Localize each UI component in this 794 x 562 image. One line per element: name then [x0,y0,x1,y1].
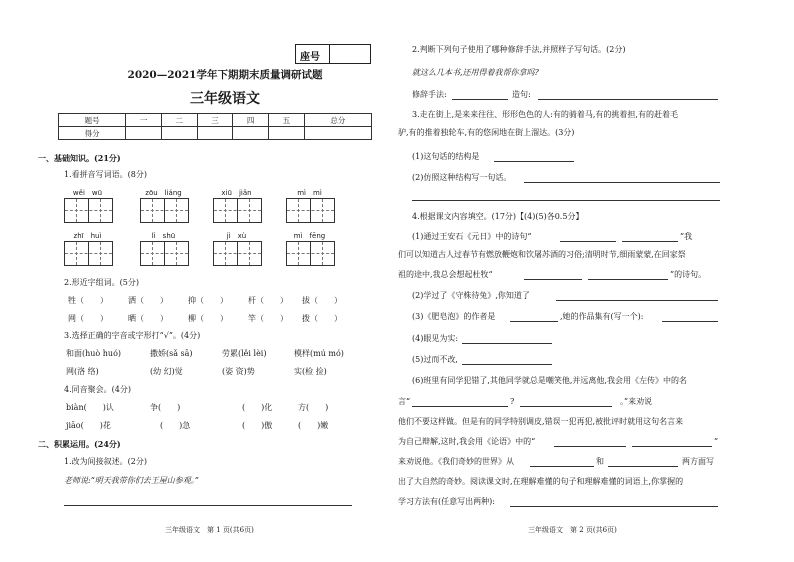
answer-line[interactable] [556,300,718,301]
question-text: (3)《肥皂泡》的作者是 [412,312,496,321]
question-text: ? [510,397,515,406]
answer-line[interactable] [510,506,718,507]
exam-subtitle: 三年级语文 [190,91,260,107]
answer-item[interactable]: (幼 幻)觉 [150,367,183,376]
answer-line[interactable] [412,406,508,407]
question-text: 祖的途中,我总会想起杜牧“ [398,270,493,279]
score-header: 四 [233,114,269,127]
pinyin-label: lì shū [151,232,176,240]
question-text: 和 [596,457,604,466]
question-text: 4.根据课文内容填空。(17分)【(4)(5)各0.5分】 [412,212,584,221]
seat-number-field[interactable] [329,45,370,63]
question-text: 3.选择正确的字音或字形打“√”。(4分) [64,331,201,340]
question-text: (6)班里有同学犯错了,其他同学就总是嘲笑他,并远离他,我会用《左传》中的名 [412,376,687,385]
answer-item: 抑（ ） [188,296,228,305]
pinyin-label: xiū jiǎn [221,189,252,197]
pinyin-label: jì xù [226,232,247,240]
answer-item[interactable]: 模样(mú mó) [294,349,344,358]
score-cell[interactable] [161,127,197,140]
question-text: 2.形近字组词。(5分) [64,278,139,287]
score-cell[interactable] [126,127,162,140]
answer-line[interactable] [462,343,552,344]
answer-item: 拨（ ） [302,314,342,323]
seat-label: 座号 [300,52,320,63]
question-text: 驴,有的推着独轮车,有的悠闲地在街上溜达。(3分) [398,128,575,137]
question-text: ”我 [680,232,693,241]
field-label: 造句: [512,90,531,99]
answer-line[interactable] [538,99,718,100]
question-text: 4.同音聚会。(4分) [64,385,131,394]
answer-line[interactable] [588,279,668,280]
score-header: 题号 [59,114,126,127]
answer-item: 网（ ） [68,314,108,323]
score-header: 一 [126,114,162,127]
answer-line[interactable] [622,241,678,242]
answer-line[interactable] [524,279,582,280]
writing-grid[interactable] [64,198,113,223]
question-text: ”的诗句。 [670,270,707,279]
score-cell[interactable] [269,127,305,140]
answer-item: 晒（ ） [128,314,168,323]
question-text: ,她的作品集有(写一个): [560,312,644,321]
writing-grid[interactable] [286,198,335,223]
answer-item: 杆（ ） [248,296,288,305]
score-cell[interactable] [233,127,269,140]
writing-grid[interactable] [213,241,262,266]
section-heading: 一、基础知识。(21分) [38,153,121,163]
answer-line[interactable] [662,321,718,322]
answer-item[interactable]: 撒娇(sǎ sā) [150,349,193,358]
writing-grid[interactable] [213,198,262,223]
answer-line[interactable] [554,446,626,447]
question-text: (1)通过王安石《元日》中的诗句“ [412,232,532,241]
pinyin-label: zhī huì [73,232,102,240]
answer-item: 牲（ ） [68,296,108,305]
writing-grid[interactable] [140,198,189,223]
field-label: 修辞手法: [412,90,447,99]
question-text: 1.看拼音写词语。(8分) [64,170,147,179]
answer-line[interactable] [520,406,612,407]
score-cell[interactable] [197,127,233,140]
answer-item[interactable]: (姿 资)势 [222,367,255,376]
answer-item[interactable]: 网(洛 络) [66,367,99,376]
answer-item: 竿（ ） [248,314,288,323]
answer-line[interactable] [64,505,352,506]
answer-line[interactable] [608,466,678,467]
writing-grid[interactable] [140,241,189,266]
pinyin-label: mì mì [297,189,322,197]
question-text: (5)过而不改, [412,355,458,364]
score-cell[interactable] [304,127,371,140]
answer-item: ( )嫩 [298,421,329,430]
score-table [58,113,372,140]
question-text: 来劝说他。《我们奇妙的世界》从 [398,457,514,466]
answer-item[interactable]: 实(检 捡) [294,367,327,376]
exam-title: 2020—2021学年下期期末质量调研试题 [127,69,323,81]
answer-item: jiāo( )花 [66,421,111,430]
answer-item: 柳（ ） [188,314,228,323]
question-text: 言“ [398,397,411,406]
seat-number-box [295,44,371,64]
score-row-label: 得分 [59,127,126,140]
question-text: ” [714,437,719,446]
question-text: 两方面写 [682,457,714,466]
answer-line[interactable] [530,466,594,467]
question-text: 3.走在街上,是来来往往、形形色色的人:有的骑着马,有的挑着担,有的赶着毛 [412,110,678,119]
page-footer: 三年级语文 第 1 页(共6页) [165,526,254,534]
question-text: 出了大自然的奇妙。阅读课文时,在理解难懂的句子和理解难懂的词语上,你掌握的 [398,477,684,486]
pinyin-label: wěi wū [72,189,103,197]
section-heading: 二、积累运用。(24分) [38,439,121,449]
score-header: 五 [269,114,305,127]
writing-grid[interactable] [286,241,335,266]
answer-item: 拔（ ） [302,296,342,305]
answer-line[interactable] [632,446,712,447]
question-text: 2.判断下列句子使用了哪种修辞手法,并照样子写句话。(2分) [412,45,626,54]
question-text: 。”来劝说 [620,397,653,406]
answer-item: biàn( )认 [66,403,114,412]
answer-item: 方( ) [298,403,329,412]
answer-line[interactable] [412,200,720,201]
question-text: 学习方法有(任意写出两种): [398,497,495,506]
pinyin-label: mì fēng [293,232,326,240]
question-text: 1.改为间接叙述。(2分) [64,457,147,466]
question-text: (1)这句话的结构是 [412,152,480,161]
question-text: 们可以知道古人过春节有燃放鞭炮和饮屠苏酒的习俗;清明时节,细雨蒙蒙,在回家祭 [398,250,686,259]
answer-item[interactable]: 劳累(lěi lèi) [222,349,267,358]
answer-item: 争( ) [150,403,181,412]
answer-line[interactable] [494,161,574,162]
question-text: 他们不要这样做。但是有的同学特别调皮,错误一犯再犯,被批评时就用这句名言来 [398,417,684,426]
score-header: 三 [197,114,233,127]
score-header: 总分 [304,114,371,127]
answer-line[interactable] [560,241,616,242]
answer-item: ( )傲 [242,421,273,430]
answer-line[interactable] [524,182,720,183]
question-text: (2)学过了《守株待兔》,你知道了 [412,291,530,300]
pinyin-label: zōu liáng [145,189,182,197]
question-text: 为自己辩解,这时,我会用《论语》中的“ [398,437,536,446]
score-header: 二 [161,114,197,127]
page-footer: 三年级语文 第 2 页(共6页) [528,526,617,534]
question-text: (2)仿照这种结构写一句话。 [412,173,512,182]
answer-item: ( )化 [242,403,273,412]
quote-text: 就这么几本书,还用得着我帮你拿吗? [412,68,539,77]
quote-text: 老师说:“明天我带你们去王屋山参观。” [64,476,199,485]
answer-item: ( )急 [160,421,191,430]
answer-line[interactable] [510,321,558,322]
writing-grid[interactable] [64,241,113,266]
question-text: (4)眼见为实: [412,334,459,343]
answer-item: 洒（ ） [128,296,168,305]
answer-line[interactable] [462,364,552,365]
answer-item[interactable]: 和面(huò huó) [66,349,122,358]
answer-line[interactable] [452,99,508,100]
